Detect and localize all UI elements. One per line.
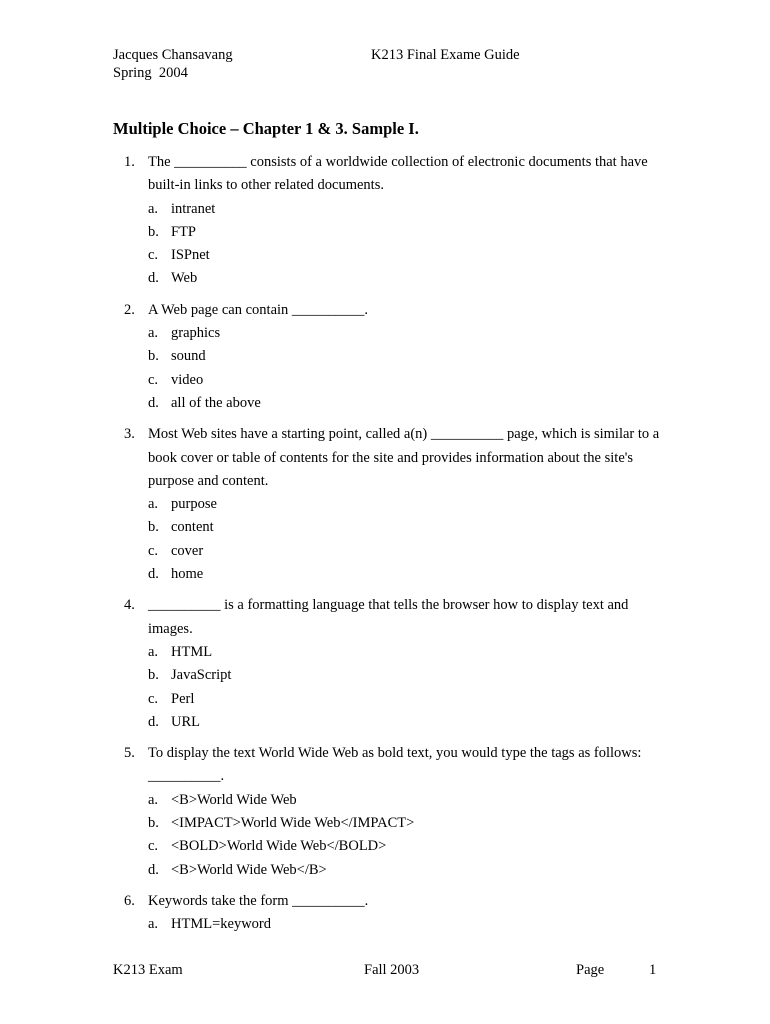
answer-option bbox=[113, 688, 673, 711]
option-letter: a. bbox=[148, 200, 159, 217]
option-text: sound bbox=[171, 348, 206, 365]
answer-options bbox=[113, 322, 673, 415]
option-letter: c. bbox=[148, 371, 159, 388]
answer-option bbox=[113, 859, 673, 882]
question-number: 2. bbox=[124, 301, 135, 318]
answer-option bbox=[113, 392, 673, 415]
option-letter: d. bbox=[148, 713, 159, 730]
option-letter: d. bbox=[148, 861, 159, 878]
author-name: Jacques Chansavang bbox=[113, 47, 233, 63]
option-letter: b. bbox=[148, 223, 159, 240]
question-number: 3. bbox=[124, 426, 135, 443]
answer-option bbox=[113, 563, 673, 586]
question-number: 6. bbox=[124, 892, 135, 909]
answer-option bbox=[113, 322, 673, 345]
question-text: To display the text World Wide Web as bold text, you would type the tags as follows: __________. bbox=[148, 745, 642, 785]
answer-options bbox=[113, 789, 673, 882]
answer-option bbox=[113, 198, 673, 221]
option-text: <IMPACT>World Wide Web</IMPACT> bbox=[171, 815, 415, 832]
header-left bbox=[113, 46, 233, 82]
question-item bbox=[113, 594, 673, 734]
option-text: HTML=keyword bbox=[171, 916, 271, 933]
section-title: Multiple Choice – Chapter 1 & 3. Sample I. bbox=[113, 119, 419, 138]
question-item bbox=[113, 151, 673, 291]
answer-option bbox=[113, 345, 673, 368]
question-list bbox=[113, 151, 673, 945]
option-letter: a. bbox=[148, 643, 159, 660]
question-number: 1. bbox=[124, 154, 135, 170]
option-letter: a. bbox=[148, 791, 159, 808]
question-item bbox=[113, 299, 673, 415]
footer-left: K213 Exam bbox=[113, 962, 183, 978]
document-title: K213 Final Exame Guide bbox=[371, 47, 520, 63]
answer-option bbox=[113, 369, 673, 392]
footer-center: Fall 2003 bbox=[364, 962, 420, 978]
question-number: 5. bbox=[124, 745, 135, 762]
option-text: JavaScript bbox=[171, 667, 232, 684]
answer-options bbox=[113, 198, 673, 291]
option-text: FTP bbox=[171, 223, 196, 240]
term-label: Spring 2004 bbox=[113, 65, 188, 81]
answer-option bbox=[113, 493, 673, 516]
option-text: cover bbox=[171, 542, 204, 559]
question-text: A Web page can contain __________. bbox=[148, 301, 369, 318]
option-text: ISPnet bbox=[171, 247, 210, 264]
option-text: Web bbox=[171, 270, 198, 287]
question-item bbox=[113, 890, 673, 937]
option-letter: d. bbox=[148, 270, 159, 287]
answer-option bbox=[113, 641, 673, 664]
option-text: <B>World Wide Web</B> bbox=[171, 861, 327, 878]
footer-page-label: Page bbox=[576, 962, 605, 978]
option-letter: c. bbox=[148, 690, 159, 707]
option-letter: a. bbox=[148, 325, 159, 342]
answer-option bbox=[113, 244, 673, 267]
option-text: purpose bbox=[171, 496, 217, 513]
option-letter: b. bbox=[148, 667, 159, 684]
option-letter: a. bbox=[148, 496, 159, 513]
option-letter: b. bbox=[148, 519, 159, 536]
answer-option bbox=[113, 812, 673, 835]
option-text: all of the above bbox=[171, 394, 261, 411]
answer-option bbox=[113, 711, 673, 734]
option-letter: b. bbox=[148, 815, 159, 832]
answer-option bbox=[113, 913, 673, 936]
question-item bbox=[113, 742, 673, 882]
question-number: 4. bbox=[124, 597, 135, 614]
option-text: <B>World Wide Web bbox=[171, 791, 297, 808]
option-letter: c. bbox=[148, 542, 159, 559]
option-text: URL bbox=[171, 713, 200, 730]
answer-options bbox=[113, 913, 673, 936]
option-letter: a. bbox=[148, 916, 159, 933]
answer-option bbox=[113, 540, 673, 563]
option-text: content bbox=[171, 519, 214, 536]
option-letter: d. bbox=[148, 394, 159, 411]
answer-option bbox=[113, 664, 673, 687]
answer-option bbox=[113, 789, 673, 812]
footer-page-number: 1 bbox=[649, 962, 657, 978]
option-letter: d. bbox=[148, 566, 159, 583]
answer-options bbox=[113, 493, 673, 586]
option-letter: b. bbox=[148, 348, 159, 365]
option-letter: c. bbox=[148, 247, 159, 264]
question-item bbox=[113, 423, 673, 586]
question-text: The __________ consists of a worldwide collection of electronic documents that have built-in links to other related documents. bbox=[148, 154, 648, 194]
option-text: Perl bbox=[171, 690, 195, 707]
answer-option bbox=[113, 267, 673, 290]
answer-options bbox=[113, 641, 673, 734]
answer-option bbox=[113, 221, 673, 244]
option-text: graphics bbox=[171, 325, 221, 342]
option-text: intranet bbox=[171, 200, 216, 217]
question-text: __________ is a formatting language that tells the browser how to display text and images. bbox=[148, 597, 629, 637]
question-text: Keywords take the form __________. bbox=[148, 892, 369, 909]
option-text: home bbox=[171, 566, 204, 583]
option-text: HTML bbox=[171, 643, 213, 660]
option-letter: c. bbox=[148, 838, 159, 855]
answer-option bbox=[113, 835, 673, 858]
option-text: video bbox=[171, 371, 204, 388]
option-text: <BOLD>World Wide Web</BOLD> bbox=[171, 838, 387, 855]
answer-option bbox=[113, 516, 673, 539]
question-text: Most Web sites have a starting point, called a(n) __________ page, which is similar to a book cover or table of contents for the site and provides information about the site's purpose and content. bbox=[148, 426, 660, 489]
